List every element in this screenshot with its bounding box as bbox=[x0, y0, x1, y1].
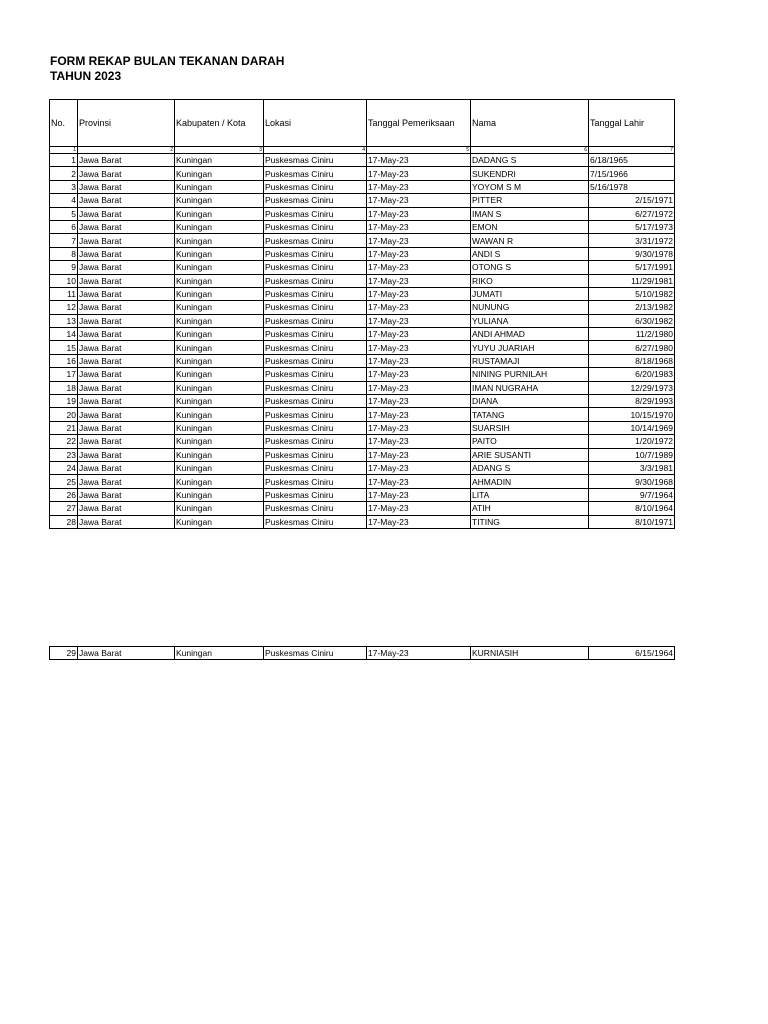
cell-provinsi: Jawa Barat bbox=[78, 475, 175, 488]
cell-tanggal-pemeriksaan: 17-May-23 bbox=[367, 448, 471, 461]
cell-lokasi: Puskesmas Ciniru bbox=[264, 328, 367, 341]
cell-provinsi: Jawa Barat bbox=[78, 154, 175, 167]
cell-nama: WAWAN R bbox=[471, 234, 589, 247]
cell-no: 19 bbox=[50, 395, 78, 408]
cell-nama: KURNIASIH bbox=[471, 647, 589, 660]
cell-lokasi: Puskesmas Ciniru bbox=[264, 154, 367, 167]
cell-lokasi: Puskesmas Ciniru bbox=[264, 194, 367, 207]
table-row bbox=[50, 421, 675, 434]
cell-no: 18 bbox=[50, 381, 78, 394]
cell-provinsi: Jawa Barat bbox=[78, 247, 175, 260]
cell-tanggal-lahir: 1/20/1972 bbox=[589, 435, 675, 448]
table-row bbox=[50, 341, 675, 354]
cell-lokasi: Puskesmas Ciniru bbox=[264, 247, 367, 260]
cell-no: 6 bbox=[50, 220, 78, 233]
cell-lokasi: Puskesmas Ciniru bbox=[264, 234, 367, 247]
cell-nama: IMAN NUGRAHA bbox=[471, 381, 589, 394]
cell-tanggal-pemeriksaan: 17-May-23 bbox=[367, 220, 471, 233]
cell-tanggal-pemeriksaan: 17-May-23 bbox=[367, 408, 471, 421]
header-provinsi: Provinsi bbox=[78, 100, 175, 147]
table-row bbox=[50, 354, 675, 367]
column-index: 6 bbox=[471, 147, 589, 154]
cell-tanggal-pemeriksaan: 17-May-23 bbox=[367, 381, 471, 394]
cell-provinsi: Jawa Barat bbox=[78, 408, 175, 421]
cell-provinsi: Jawa Barat bbox=[78, 502, 175, 515]
cell-tanggal-pemeriksaan: 17-May-23 bbox=[367, 647, 471, 660]
table-row bbox=[50, 287, 675, 300]
table-row bbox=[50, 207, 675, 220]
cell-lokasi: Puskesmas Ciniru bbox=[264, 461, 367, 474]
cell-no: 12 bbox=[50, 301, 78, 314]
cell-no: 21 bbox=[50, 421, 78, 434]
cell-lokasi: Puskesmas Ciniru bbox=[264, 448, 367, 461]
cell-nama: RUSTAMAJI bbox=[471, 354, 589, 367]
cell-no: 14 bbox=[50, 328, 78, 341]
cell-lokasi: Puskesmas Ciniru bbox=[264, 421, 367, 434]
cell-lokasi: Puskesmas Ciniru bbox=[264, 220, 367, 233]
cell-nama: PAITO bbox=[471, 435, 589, 448]
cell-kabupaten: Kuningan bbox=[175, 220, 264, 233]
table-row bbox=[50, 461, 675, 474]
cell-kabupaten: Kuningan bbox=[175, 341, 264, 354]
header-nama: Nama bbox=[471, 100, 589, 147]
column-index: 1 bbox=[50, 147, 78, 154]
cell-tanggal-pemeriksaan: 17-May-23 bbox=[367, 502, 471, 515]
cell-nama: RIKO bbox=[471, 274, 589, 287]
cell-lokasi: Puskesmas Ciniru bbox=[264, 408, 367, 421]
cell-kabupaten: Kuningan bbox=[175, 461, 264, 474]
table-row bbox=[50, 488, 675, 501]
cell-nama: ANDI AHMAD bbox=[471, 328, 589, 341]
cell-no: 23 bbox=[50, 448, 78, 461]
cell-nama: AHMADIN bbox=[471, 475, 589, 488]
cell-tanggal-pemeriksaan: 17-May-23 bbox=[367, 461, 471, 474]
cell-provinsi: Jawa Barat bbox=[78, 381, 175, 394]
cell-nama: YULIANA bbox=[471, 314, 589, 327]
column-index: 4 bbox=[264, 147, 367, 154]
cell-kabupaten: Kuningan bbox=[175, 488, 264, 501]
cell-tanggal-pemeriksaan: 17-May-23 bbox=[367, 247, 471, 260]
cell-no: 8 bbox=[50, 247, 78, 260]
cell-kabupaten: Kuningan bbox=[175, 301, 264, 314]
cell-kabupaten: Kuningan bbox=[175, 247, 264, 260]
cell-no: 7 bbox=[50, 234, 78, 247]
cell-kabupaten: Kuningan bbox=[175, 368, 264, 381]
cell-tanggal-lahir: 2/13/1982 bbox=[589, 301, 675, 314]
cell-no: 13 bbox=[50, 314, 78, 327]
cell-tanggal-lahir: 6/18/1965 bbox=[589, 154, 675, 167]
cell-tanggal-pemeriksaan: 17-May-23 bbox=[367, 234, 471, 247]
cell-kabupaten: Kuningan bbox=[175, 328, 264, 341]
cell-tanggal-pemeriksaan: 17-May-23 bbox=[367, 354, 471, 367]
cell-tanggal-lahir: 5/17/1973 bbox=[589, 220, 675, 233]
cell-tanggal-pemeriksaan: 17-May-23 bbox=[367, 194, 471, 207]
cell-provinsi: Jawa Barat bbox=[78, 354, 175, 367]
cell-lokasi: Puskesmas Ciniru bbox=[264, 354, 367, 367]
cell-lokasi: Puskesmas Ciniru bbox=[264, 207, 367, 220]
cell-kabupaten: Kuningan bbox=[175, 274, 264, 287]
table-row bbox=[50, 368, 675, 381]
cell-lokasi: Puskesmas Ciniru bbox=[264, 314, 367, 327]
column-index: 2 bbox=[78, 147, 175, 154]
table-row bbox=[50, 261, 675, 274]
cell-tanggal-lahir: 8/10/1964 bbox=[589, 502, 675, 515]
cell-kabupaten: Kuningan bbox=[175, 647, 264, 660]
cell-no: 11 bbox=[50, 287, 78, 300]
header-kabupaten: Kabupaten / Kota bbox=[175, 100, 264, 147]
cell-tanggal-lahir: 6/27/1972 bbox=[589, 207, 675, 220]
recap-table-continued bbox=[49, 646, 675, 660]
cell-lokasi: Puskesmas Ciniru bbox=[264, 167, 367, 180]
cell-tanggal-pemeriksaan: 17-May-23 bbox=[367, 274, 471, 287]
cell-kabupaten: Kuningan bbox=[175, 421, 264, 434]
cell-tanggal-pemeriksaan: 17-May-23 bbox=[367, 368, 471, 381]
cell-tanggal-lahir: 5/10/1982 bbox=[589, 287, 675, 300]
cell-kabupaten: Kuningan bbox=[175, 207, 264, 220]
cell-kabupaten: Kuningan bbox=[175, 287, 264, 300]
cell-kabupaten: Kuningan bbox=[175, 515, 264, 528]
cell-provinsi: Jawa Barat bbox=[78, 515, 175, 528]
cell-lokasi: Puskesmas Ciniru bbox=[264, 475, 367, 488]
cell-kabupaten: Kuningan bbox=[175, 261, 264, 274]
cell-tanggal-pemeriksaan: 17-May-23 bbox=[367, 515, 471, 528]
cell-kabupaten: Kuningan bbox=[175, 408, 264, 421]
cell-tanggal-lahir: 2/15/1971 bbox=[589, 194, 675, 207]
cell-nama: LITA bbox=[471, 488, 589, 501]
table-row bbox=[50, 247, 675, 260]
cell-kabupaten: Kuningan bbox=[175, 194, 264, 207]
cell-kabupaten: Kuningan bbox=[175, 154, 264, 167]
cell-no: 26 bbox=[50, 488, 78, 501]
cell-no: 27 bbox=[50, 502, 78, 515]
form-year: TAHUN 2023 bbox=[50, 69, 122, 83]
cell-no: 17 bbox=[50, 368, 78, 381]
cell-provinsi: Jawa Barat bbox=[78, 368, 175, 381]
cell-tanggal-pemeriksaan: 17-May-23 bbox=[367, 475, 471, 488]
cell-tanggal-lahir: 10/15/1970 bbox=[589, 408, 675, 421]
cell-kabupaten: Kuningan bbox=[175, 502, 264, 515]
table-row bbox=[50, 647, 675, 660]
cell-nama: IMAN S bbox=[471, 207, 589, 220]
cell-tanggal-lahir: 8/29/1993 bbox=[589, 395, 675, 408]
cell-no: 25 bbox=[50, 475, 78, 488]
table-row bbox=[50, 194, 675, 207]
cell-provinsi: Jawa Barat bbox=[78, 287, 175, 300]
cell-tanggal-lahir: 6/20/1983 bbox=[589, 368, 675, 381]
cell-provinsi: Jawa Barat bbox=[78, 488, 175, 501]
cell-tanggal-lahir: 8/18/1968 bbox=[589, 354, 675, 367]
table-row bbox=[50, 220, 675, 233]
table-row bbox=[50, 301, 675, 314]
cell-provinsi: Jawa Barat bbox=[78, 461, 175, 474]
cell-lokasi: Puskesmas Ciniru bbox=[264, 341, 367, 354]
cell-tanggal-pemeriksaan: 17-May-23 bbox=[367, 328, 471, 341]
cell-tanggal-pemeriksaan: 17-May-23 bbox=[367, 180, 471, 193]
cell-tanggal-pemeriksaan: 17-May-23 bbox=[367, 154, 471, 167]
table-row bbox=[50, 502, 675, 515]
cell-kabupaten: Kuningan bbox=[175, 475, 264, 488]
table-row bbox=[50, 167, 675, 180]
table-row bbox=[50, 381, 675, 394]
cell-tanggal-lahir: 5/16/1978 bbox=[589, 180, 675, 193]
table-row bbox=[50, 274, 675, 287]
cell-tanggal-lahir: 9/30/1978 bbox=[589, 247, 675, 260]
cell-provinsi: Jawa Barat bbox=[78, 395, 175, 408]
cell-nama: DIANA bbox=[471, 395, 589, 408]
cell-no: 9 bbox=[50, 261, 78, 274]
cell-provinsi: Jawa Barat bbox=[78, 301, 175, 314]
cell-provinsi: Jawa Barat bbox=[78, 647, 175, 660]
table-row bbox=[50, 515, 675, 528]
cell-tanggal-pemeriksaan: 17-May-23 bbox=[367, 488, 471, 501]
cell-nama: ADANG S bbox=[471, 461, 589, 474]
cell-lokasi: Puskesmas Ciniru bbox=[264, 647, 367, 660]
cell-tanggal-pemeriksaan: 17-May-23 bbox=[367, 435, 471, 448]
table-row bbox=[50, 395, 675, 408]
cell-tanggal-lahir: 6/30/1982 bbox=[589, 314, 675, 327]
cell-provinsi: Jawa Barat bbox=[78, 421, 175, 434]
cell-no: 20 bbox=[50, 408, 78, 421]
cell-nama: OTONG S bbox=[471, 261, 589, 274]
cell-lokasi: Puskesmas Ciniru bbox=[264, 368, 367, 381]
cell-provinsi: Jawa Barat bbox=[78, 207, 175, 220]
cell-tanggal-lahir: 9/7/1964 bbox=[589, 488, 675, 501]
cell-tanggal-lahir: 10/14/1969 bbox=[589, 421, 675, 434]
cell-tanggal-lahir: 6/15/1964 bbox=[589, 647, 675, 660]
cell-tanggal-pemeriksaan: 17-May-23 bbox=[367, 301, 471, 314]
column-index: 7 bbox=[589, 147, 675, 154]
cell-tanggal-pemeriksaan: 17-May-23 bbox=[367, 261, 471, 274]
column-index-row bbox=[50, 147, 675, 154]
cell-nama: TITING bbox=[471, 515, 589, 528]
cell-lokasi: Puskesmas Ciniru bbox=[264, 488, 367, 501]
cell-tanggal-lahir: 7/15/1966 bbox=[589, 167, 675, 180]
cell-lokasi: Puskesmas Ciniru bbox=[264, 435, 367, 448]
cell-tanggal-pemeriksaan: 17-May-23 bbox=[367, 287, 471, 300]
cell-nama: TATANG bbox=[471, 408, 589, 421]
cell-lokasi: Puskesmas Ciniru bbox=[264, 274, 367, 287]
cell-nama: YOYOM S M bbox=[471, 180, 589, 193]
table-row bbox=[50, 180, 675, 193]
cell-provinsi: Jawa Barat bbox=[78, 234, 175, 247]
cell-provinsi: Jawa Barat bbox=[78, 167, 175, 180]
cell-kabupaten: Kuningan bbox=[175, 167, 264, 180]
form-title: FORM REKAP BULAN TEKANAN DARAH bbox=[50, 54, 285, 68]
cell-no: 4 bbox=[50, 194, 78, 207]
cell-no: 29 bbox=[50, 647, 78, 660]
cell-lokasi: Puskesmas Ciniru bbox=[264, 395, 367, 408]
cell-lokasi: Puskesmas Ciniru bbox=[264, 381, 367, 394]
cell-no: 15 bbox=[50, 341, 78, 354]
header-lokasi: Lokasi bbox=[264, 100, 367, 147]
cell-provinsi: Jawa Barat bbox=[78, 448, 175, 461]
cell-kabupaten: Kuningan bbox=[175, 435, 264, 448]
cell-nama: SUARSIH bbox=[471, 421, 589, 434]
cell-nama: DADANG S bbox=[471, 154, 589, 167]
cell-tanggal-lahir: 11/29/1981 bbox=[589, 274, 675, 287]
table-row bbox=[50, 328, 675, 341]
cell-provinsi: Jawa Barat bbox=[78, 341, 175, 354]
cell-tanggal-lahir: 8/10/1971 bbox=[589, 515, 675, 528]
cell-nama: ATIH bbox=[471, 502, 589, 515]
cell-provinsi: Jawa Barat bbox=[78, 435, 175, 448]
cell-no: 5 bbox=[50, 207, 78, 220]
cell-no: 16 bbox=[50, 354, 78, 367]
cell-tanggal-lahir: 3/3/1981 bbox=[589, 461, 675, 474]
cell-kabupaten: Kuningan bbox=[175, 395, 264, 408]
cell-kabupaten: Kuningan bbox=[175, 180, 264, 193]
table-row bbox=[50, 435, 675, 448]
cell-kabupaten: Kuningan bbox=[175, 448, 264, 461]
table-row bbox=[50, 314, 675, 327]
cell-lokasi: Puskesmas Ciniru bbox=[264, 502, 367, 515]
cell-lokasi: Puskesmas Ciniru bbox=[264, 515, 367, 528]
cell-tanggal-lahir: 9/30/1968 bbox=[589, 475, 675, 488]
cell-nama: ANDI S bbox=[471, 247, 589, 260]
column-index: 3 bbox=[175, 147, 264, 154]
cell-tanggal-lahir: 6/27/1980 bbox=[589, 341, 675, 354]
table-row bbox=[50, 448, 675, 461]
cell-tanggal-pemeriksaan: 17-May-23 bbox=[367, 207, 471, 220]
cell-lokasi: Puskesmas Ciniru bbox=[264, 301, 367, 314]
cell-no: 28 bbox=[50, 515, 78, 528]
cell-kabupaten: Kuningan bbox=[175, 354, 264, 367]
cell-nama: YUYU JUARIAH bbox=[471, 341, 589, 354]
cell-lokasi: Puskesmas Ciniru bbox=[264, 287, 367, 300]
cell-lokasi: Puskesmas Ciniru bbox=[264, 261, 367, 274]
cell-tanggal-pemeriksaan: 17-May-23 bbox=[367, 341, 471, 354]
recap-table bbox=[49, 99, 675, 529]
cell-tanggal-lahir: 11/2/1980 bbox=[589, 328, 675, 341]
cell-provinsi: Jawa Barat bbox=[78, 220, 175, 233]
cell-provinsi: Jawa Barat bbox=[78, 314, 175, 327]
cell-provinsi: Jawa Barat bbox=[78, 194, 175, 207]
cell-tanggal-lahir: 3/31/1972 bbox=[589, 234, 675, 247]
cell-tanggal-pemeriksaan: 17-May-23 bbox=[367, 421, 471, 434]
cell-lokasi: Puskesmas Ciniru bbox=[264, 180, 367, 193]
cell-nama: PITTER bbox=[471, 194, 589, 207]
cell-nama: SUKENDRI bbox=[471, 167, 589, 180]
cell-no: 22 bbox=[50, 435, 78, 448]
table-row bbox=[50, 475, 675, 488]
cell-provinsi: Jawa Barat bbox=[78, 328, 175, 341]
cell-nama: JUMATI bbox=[471, 287, 589, 300]
cell-provinsi: Jawa Barat bbox=[78, 180, 175, 193]
cell-provinsi: Jawa Barat bbox=[78, 261, 175, 274]
cell-tanggal-lahir: 5/17/1991 bbox=[589, 261, 675, 274]
table-row bbox=[50, 234, 675, 247]
cell-no: 1 bbox=[50, 154, 78, 167]
table-row bbox=[50, 154, 675, 167]
header-row bbox=[50, 100, 675, 147]
cell-no: 10 bbox=[50, 274, 78, 287]
cell-kabupaten: Kuningan bbox=[175, 314, 264, 327]
cell-nama: EMON bbox=[471, 220, 589, 233]
cell-tanggal-pemeriksaan: 17-May-23 bbox=[367, 314, 471, 327]
cell-provinsi: Jawa Barat bbox=[78, 274, 175, 287]
cell-no: 3 bbox=[50, 180, 78, 193]
cell-nama: NINING PURNILAH bbox=[471, 368, 589, 381]
cell-nama: NUNUNG bbox=[471, 301, 589, 314]
header-no: No. bbox=[50, 100, 78, 147]
column-index: 5 bbox=[367, 147, 471, 154]
cell-no: 24 bbox=[50, 461, 78, 474]
cell-tanggal-pemeriksaan: 17-May-23 bbox=[367, 395, 471, 408]
cell-kabupaten: Kuningan bbox=[175, 381, 264, 394]
header-tanggal-pemeriksaan: Tanggal Pemeriksaan bbox=[367, 100, 471, 147]
header-tanggal-lahir: Tanggal Lahir bbox=[589, 100, 675, 147]
cell-tanggal-pemeriksaan: 17-May-23 bbox=[367, 167, 471, 180]
cell-kabupaten: Kuningan bbox=[175, 234, 264, 247]
cell-nama: ARIE SUSANTI bbox=[471, 448, 589, 461]
table-row bbox=[50, 408, 675, 421]
cell-tanggal-lahir: 10/7/1989 bbox=[589, 448, 675, 461]
cell-no: 2 bbox=[50, 167, 78, 180]
cell-tanggal-lahir: 12/29/1973 bbox=[589, 381, 675, 394]
